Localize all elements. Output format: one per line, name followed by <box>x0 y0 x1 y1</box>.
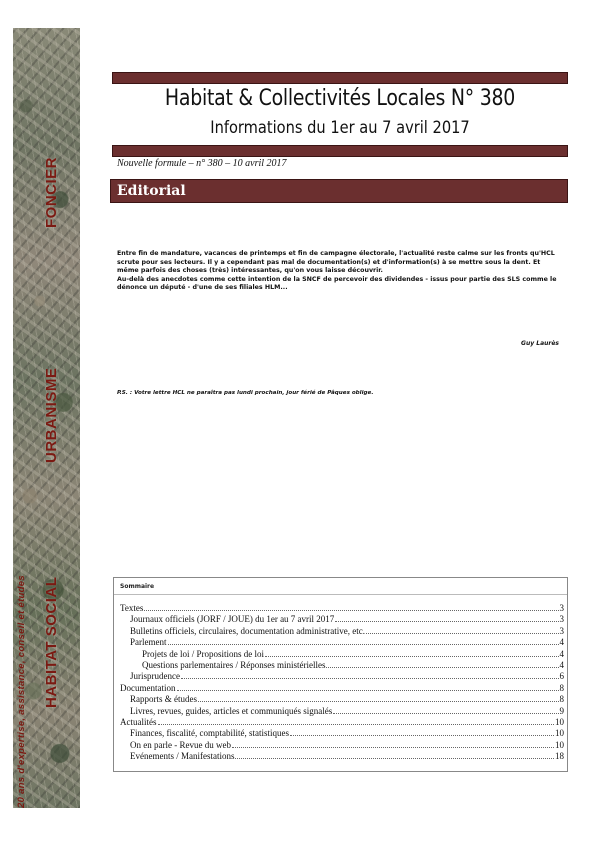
strip-text-layer <box>13 28 80 808</box>
toc-entry[interactable] <box>120 637 564 648</box>
strip-tagline: 20 ans d'expertise, assistance, conseil et études <box>16 575 27 808</box>
toc-entry-label: Documentation <box>120 682 176 693</box>
toc-entry-label: Journaux officiels (JORF / JOUE) du 1er au 7 avril 2017 <box>130 614 335 625</box>
table-of-contents <box>113 577 568 772</box>
toc-entry-label: Actualités <box>120 716 157 727</box>
toc-entry[interactable] <box>120 706 564 717</box>
editorial-heading-bar <box>110 179 568 203</box>
toc-entry[interactable] <box>120 603 564 614</box>
strip-label-habitat-social: HABITAT SOCIAL <box>43 576 60 708</box>
toc-divider <box>114 594 567 595</box>
toc-entry-label: Evénements / Manifestations <box>130 751 235 762</box>
editorial-paragraph: Au-delà des anecdotes comme cette intention de la SNCF de percevoir des dividendes - issus pour partie des SLS comme le dénonce un député - d'une de ses filiales HLM... <box>117 275 557 292</box>
toc-leader-dots <box>290 735 554 736</box>
toc-entry[interactable] <box>120 717 564 728</box>
toc-entry-label: On en parle - Revue du web <box>130 739 231 750</box>
toc-entry-page: 6 <box>559 671 564 682</box>
toc-entry-page: 10 <box>555 739 564 750</box>
toc-entry[interactable] <box>120 740 564 751</box>
toc-entry[interactable] <box>120 649 564 660</box>
toc-leader-dots <box>333 713 558 714</box>
toc-leader-dots <box>168 644 559 645</box>
toc-leader-dots <box>235 758 554 759</box>
editorial-heading: Editorial <box>117 183 186 199</box>
toc-entry-page: 18 <box>555 751 564 762</box>
toc-entry-label: Parlement <box>130 637 167 648</box>
editorial-ps: P.S. : Votre lettre HCL ne paraîtra pas lundi prochain, jour férié de Pâques oblige. <box>117 390 374 396</box>
toc-entry-label: Projets de loi / Propositions de loi <box>142 648 265 659</box>
toc-list <box>120 603 564 762</box>
toc-leader-dots <box>158 724 555 725</box>
toc-leader-dots <box>181 678 559 679</box>
toc-entry[interactable] <box>120 614 564 625</box>
toc-entry-page: 10 <box>555 716 564 727</box>
strip-label-urbanisme: URBANISME <box>43 367 60 463</box>
editorial-paragraph: Entre fin de mandature, vacances de printemps et fin de campagne électorale, l'actualité reste calme sur les fronts qu'HCL scrute pour ses lecteurs. Il y a cependant pas mal de documentation(s) et d'information(s) à se mettre sous la dent. Et même parfois des choses (très) intéressantes, qu'on vous laisse découvrir. <box>117 250 555 275</box>
header-bottom-bar <box>112 145 568 157</box>
toc-entry-label: Finances, fiscalité, comptabilité, statistiques <box>130 728 289 739</box>
toc-leader-dots <box>366 633 558 634</box>
toc-entry-page: 3 <box>559 625 564 636</box>
toc-entry-label: Livres, revues, guides, articles et communiqués signalés <box>130 705 333 716</box>
toc-leader-dots <box>232 747 554 748</box>
strip-label-foncier: FONCIER <box>43 157 60 228</box>
toc-entry-page: 8 <box>559 682 564 693</box>
toc-leader-dots <box>335 621 558 622</box>
aerial-photo-strip <box>13 28 80 808</box>
toc-entry[interactable] <box>120 751 564 762</box>
toc-leader-dots <box>198 701 559 702</box>
toc-entry[interactable] <box>120 694 564 705</box>
toc-entry-page: 4 <box>559 659 564 670</box>
toc-entry-label: Rapports & études <box>130 694 197 705</box>
toc-entry[interactable] <box>120 728 564 739</box>
toc-leader-dots <box>326 667 558 668</box>
toc-entry-label: Bulletins officiels, circulaires, documentation administrative, etc. <box>130 625 366 636</box>
toc-entry-page: 3 <box>559 614 564 625</box>
header-top-bar <box>112 72 568 84</box>
toc-entry[interactable] <box>120 671 564 682</box>
toc-leader-dots <box>177 690 559 691</box>
toc-entry[interactable] <box>120 626 564 637</box>
toc-entry-page: 4 <box>559 648 564 659</box>
page-subtitle: Informations du 1er au 7 avril 2017 <box>210 118 470 138</box>
editorial-body <box>117 250 563 293</box>
issue-line: Nouvelle formule – n° 380 – 10 avril 2017 <box>117 158 287 169</box>
toc-entry[interactable] <box>120 660 564 671</box>
toc-leader-dots <box>144 610 558 611</box>
toc-entry-page: 3 <box>559 603 564 613</box>
page-title: Habitat & Collectivités Locales N° 380 <box>164 86 516 111</box>
toc-entry-page: 8 <box>559 694 564 705</box>
toc-entry-page: 4 <box>559 637 564 648</box>
toc-entry-page: 10 <box>555 728 564 739</box>
toc-entry-label: Questions parlementaires / Réponses ministérielles <box>142 659 326 670</box>
toc-entry-page: 9 <box>559 705 564 716</box>
editorial-signature: Guy Laurès <box>521 340 559 347</box>
toc-title: Sommaire <box>120 583 155 590</box>
toc-entry-label: Jurisprudence <box>130 671 180 682</box>
toc-leader-dots <box>265 656 558 657</box>
toc-entry-label: Textes <box>120 603 144 613</box>
toc-entry[interactable] <box>120 683 564 694</box>
